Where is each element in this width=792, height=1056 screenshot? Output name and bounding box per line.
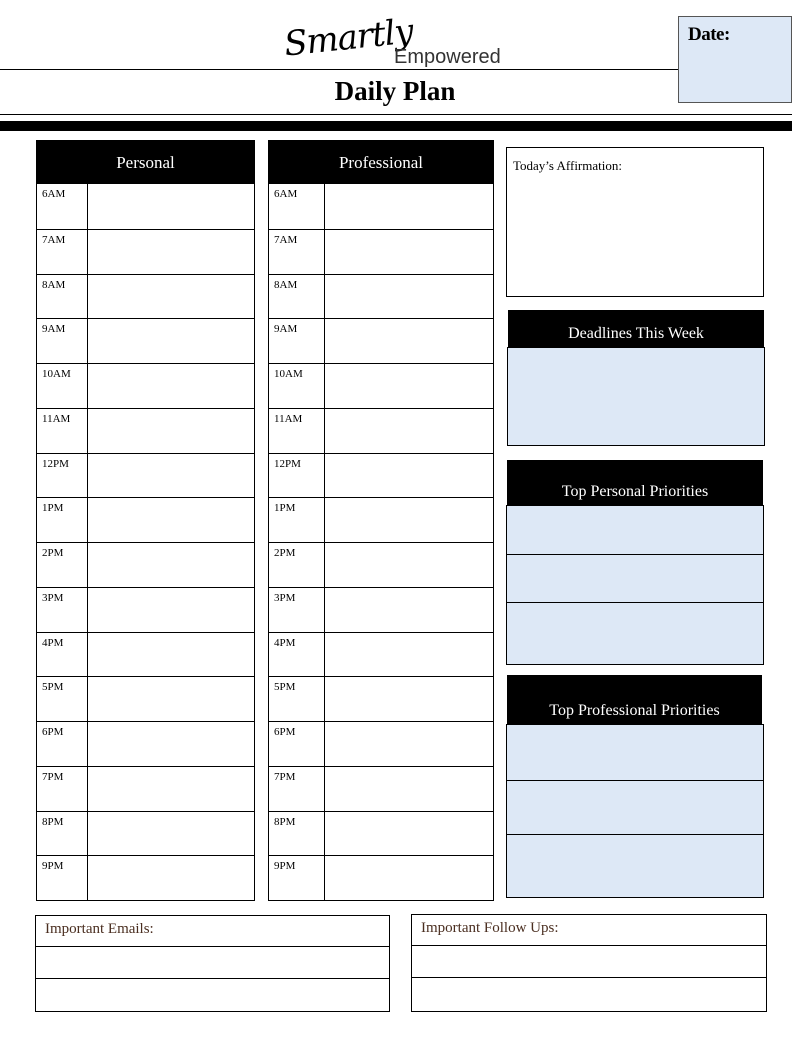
time-label: 7AM: [274, 233, 298, 246]
email-line[interactable]: [36, 979, 389, 1011]
important-followups-label: Important Follow Ups:: [412, 915, 766, 946]
personal-time-slot[interactable]: [37, 766, 254, 811]
deadlines-box[interactable]: [507, 347, 765, 446]
time-label: 8PM: [42, 815, 64, 828]
time-label: 9AM: [42, 323, 66, 336]
affirmation-label: Today’s Affirmation:: [513, 158, 622, 173]
personal-time-slot[interactable]: [37, 676, 254, 721]
personal-time-slot[interactable]: [37, 542, 254, 587]
professional-time-slot[interactable]: [269, 497, 493, 542]
professional-time-slot[interactable]: [269, 229, 493, 274]
priority-line[interactable]: [507, 780, 763, 834]
time-label: 3PM: [42, 591, 64, 604]
time-label: 7PM: [42, 770, 64, 783]
important-emails-box: [35, 915, 390, 1012]
professional-time-slot[interactable]: [269, 811, 493, 856]
time-label: 9PM: [42, 860, 64, 873]
professional-time-slot[interactable]: [269, 363, 493, 408]
time-label: 4PM: [274, 636, 296, 649]
professional-time-slot[interactable]: [269, 587, 493, 632]
time-label: 6AM: [274, 188, 298, 200]
deadlines-header-label: Deadlines This Week: [568, 325, 704, 342]
page-title: Daily Plan: [334, 76, 456, 106]
time-label: 5PM: [274, 681, 296, 694]
email-line[interactable]: [36, 947, 389, 979]
time-label: 1PM: [42, 502, 64, 515]
time-label: 10AM: [274, 368, 303, 380]
time-label: 7PM: [274, 770, 296, 783]
personal-time-slot[interactable]: [37, 811, 254, 856]
professional-time-slot[interactable]: [269, 542, 493, 587]
personal-time-slot[interactable]: [37, 184, 254, 229]
professional-schedule: [268, 140, 494, 901]
professional-time-slot[interactable]: [269, 274, 493, 319]
time-label: 6AM: [42, 188, 66, 200]
time-label: 12PM: [42, 457, 69, 470]
personal-time-slot[interactable]: [37, 408, 254, 453]
time-label: 9AM: [274, 323, 298, 336]
brand-word: Empowered: [394, 46, 501, 68]
personal-time-slot[interactable]: [37, 855, 254, 900]
personal-time-slot[interactable]: [37, 363, 254, 408]
important-emails-label: Important Emails:: [36, 916, 389, 947]
personal-header: Personal: [36, 140, 255, 184]
personal-time-slot[interactable]: [37, 318, 254, 363]
personal-priorities-label: Top Personal Priorities: [561, 483, 709, 500]
time-label: 8AM: [274, 278, 298, 291]
date-field[interactable]: Date:: [678, 16, 792, 103]
affirmation-box[interactable]: [506, 147, 764, 297]
professional-time-slot[interactable]: [269, 676, 493, 721]
time-label: 2PM: [42, 547, 64, 559]
time-label: 4PM: [42, 636, 64, 649]
time-label: 8AM: [42, 278, 66, 291]
important-followups-box: [411, 914, 767, 1012]
professional-priorities-header: [507, 675, 762, 725]
professional-priorities-label: Top Professional Priorities: [549, 702, 720, 719]
time-label: 5PM: [42, 681, 64, 694]
personal-time-slot[interactable]: [37, 229, 254, 274]
time-label: 2PM: [274, 547, 296, 559]
followup-line[interactable]: [412, 978, 766, 1010]
professional-time-slot[interactable]: [269, 453, 493, 498]
time-label: 6PM: [274, 726, 296, 738]
time-label: 10AM: [42, 368, 71, 380]
time-label: 8PM: [274, 815, 296, 828]
personal-time-slot[interactable]: [37, 587, 254, 632]
time-label: 6PM: [42, 726, 64, 738]
time-label: 1PM: [274, 502, 296, 515]
personal-schedule: [36, 140, 255, 901]
personal-rows: [37, 184, 254, 900]
personal-priorities-header: [507, 460, 763, 506]
professional-time-slot[interactable]: [269, 632, 493, 677]
professional-time-slot[interactable]: [269, 766, 493, 811]
professional-rows: [269, 184, 493, 900]
time-label: 12PM: [274, 457, 301, 470]
priority-line[interactable]: [507, 725, 763, 780]
brand-script: Smartly: [282, 11, 415, 65]
time-label: 7AM: [42, 233, 66, 246]
personal-priorities-box: [506, 505, 764, 665]
personal-time-slot[interactable]: [37, 721, 254, 766]
priority-line[interactable]: [507, 506, 763, 554]
professional-time-slot[interactable]: [269, 855, 493, 900]
time-label: 3PM: [274, 591, 296, 604]
professional-priorities-box: [506, 724, 764, 898]
time-label: 11AM: [274, 412, 303, 425]
personal-time-slot[interactable]: [37, 632, 254, 677]
time-label: 9PM: [274, 860, 296, 873]
followup-line[interactable]: [412, 946, 766, 978]
time-label: 11AM: [42, 412, 71, 425]
priority-line[interactable]: [507, 554, 763, 602]
header-rule-bottom: [0, 114, 792, 115]
personal-time-slot[interactable]: [37, 274, 254, 319]
professional-header: Professional: [268, 140, 494, 184]
professional-time-slot[interactable]: [269, 721, 493, 766]
divider-bar: [0, 121, 792, 131]
header-rule-top: [0, 69, 680, 70]
professional-time-slot[interactable]: [269, 318, 493, 363]
priority-line[interactable]: [507, 602, 763, 664]
personal-time-slot[interactable]: [37, 453, 254, 498]
personal-time-slot[interactable]: [37, 497, 254, 542]
professional-time-slot[interactable]: [269, 408, 493, 453]
professional-time-slot[interactable]: [269, 184, 493, 229]
deadlines-header: [508, 310, 764, 348]
priority-line[interactable]: [507, 834, 763, 897]
